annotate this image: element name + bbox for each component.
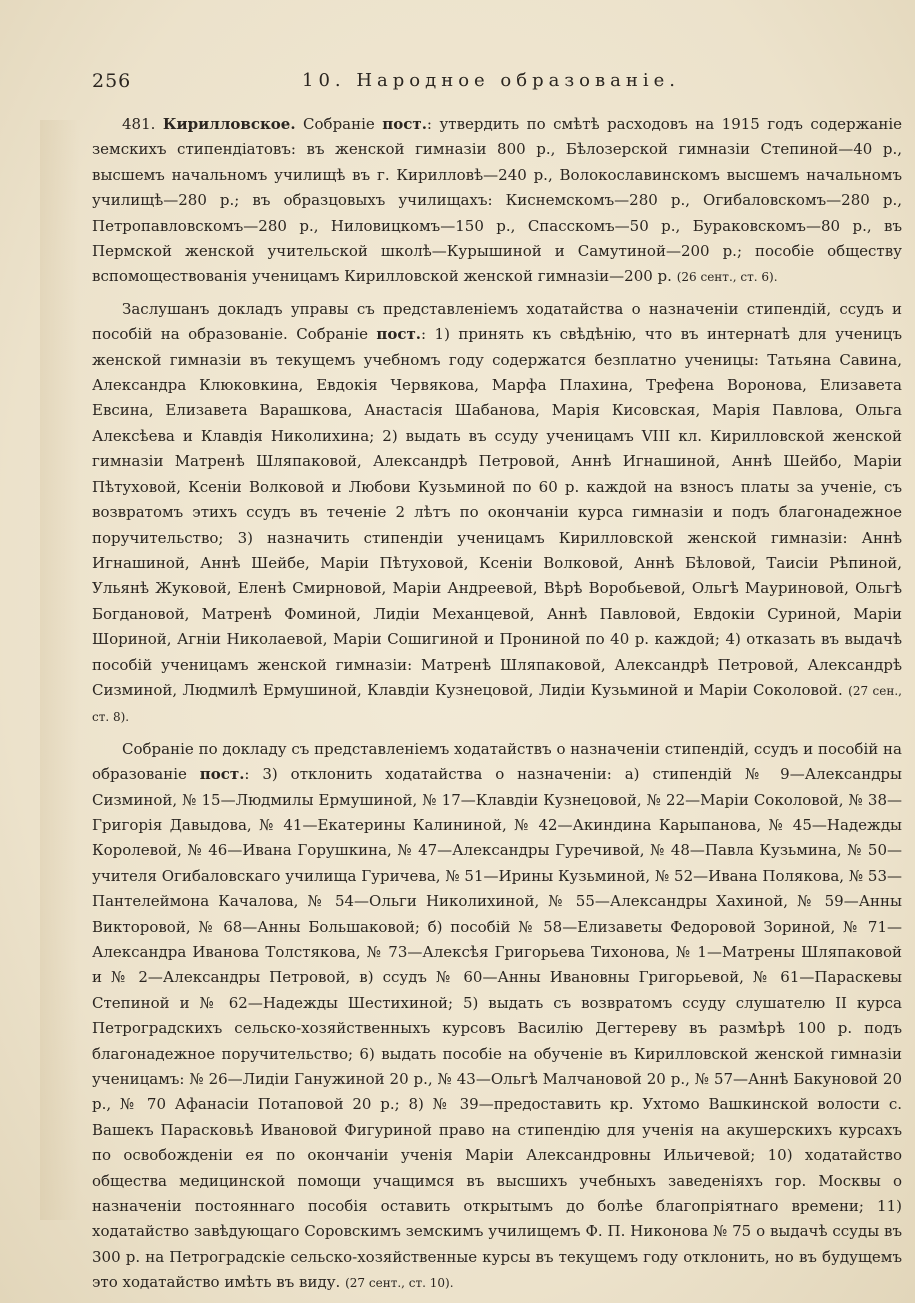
paragraph-text: : 3) отклонить ходатайства о назначеніи: а) стипендій № 9—Александры Сизминой, № 15—Людмилы Ермушиной, № 17—Клавдіи Кузнецовой, № 22—Маріи Соколовой, № 38—Григорія Давыдова, № 41—Екатерины Калининой, № 42—Акиндина Карыпанова, № 45—Надежды Королевой, № 46—Ивана Горушкина, № 47—Александры Гуречивой, № 48—Павла Кузьмина, № 50—учителя Огибаловскаго училища Гуричева, № 51—Ирины Кузьминой, № 52—Ивана Полякова, № 53—Пантелеймона Качалова, № 54—Ольги Николихиной, № 55—Александры Хахиной, № 59—Анны Викторовой, № 68—Анны Большаковой; б) пособій № 58—Елизаветы Федоровой Зориной, № 71—Александра Иванова Толстякова, № 73—Алексѣя Григорьева Тихонова, № 1—Матрены Шляпаковой и № 2—Александры Петровой, в) ссудъ № 60—Анны Ивановны Григорьевой, № 61—Параскевы Степиной и № 62—Надежды Шестихиной; 5) выдать съ возвратомъ ссуду слушателю II курса Петроградскихъ сельско-хозяйственныхъ курсовъ Василію Дегтереву въ размѣрѣ 100 р. подъ благонадежное поручительство; 6) выдать пособіе на обученіе въ Кирилловской женской гимназіи ученицамъ: № 26—Лидіи Ганужиной 20 р., № 43—Ольгѣ Малчановой 20 р., № 57—Аннѣ Бакуновой 20 р., № 70 Афанасіи Потаповой 20 р.; 8) № 39—предоставить кр. Ухтомо Вашкинской волости с. Вашекъ Парасковьѣ Ивановой Фигуриной право на стипендію для ученія на акушерскихъ курсахъ по освобожденіи ея по окончаніи ученія Маріи Александровны Ильичевой; 10) ходатайство общества медицинской помощи учащимся въ высшихъ учебныхъ заведеніяхъ гор. Москвы о назначеніи постояннаго пособія оставить открытымъ до болѣе благопріятнаго времени; 11) ходатайство завѣдующаго Соровскимъ земскимъ училищемъ Ф. П. Никонова № 75 о выдачѣ ссуды въ 300 р. на Петроградскіе сельско-хозяйственные курсы въ текущемъ году отклонить, но въ будущемъ это ходатайство имѣть въ виду. <box>92 765 902 1292</box>
paragraph-report <box>92 297 902 731</box>
paragraph-lead: 481. <box>122 115 156 133</box>
page-header <box>92 70 892 100</box>
session-reference: (26 сент., ст. 6). <box>676 270 778 285</box>
page-stain <box>40 120 80 1220</box>
session-reference: (27 сен., ст. 8). <box>92 683 902 725</box>
paragraph-text: : 1) принять къ свѣдѣнію, что въ интернатѣ для ученицъ женской гимназіи въ текущемъ учебномъ году содержатся безплатно ученицы: Татьяна Савина, Александра Клюковкина, Евдокія Червякова, Марфа Плахина, Трефена Воронова, Елизавета Евсина, Елизавета Варашкова, Анастасія Шабанова, Марія Кисовская, Марія Павлова, Ольга Алексѣева и Клавдія Николихина; 2) выдать въ ссуду ученицамъ VIII кл. Кирилловской женской гимназіи Матренѣ Шляпаковой, Александрѣ Петровой, Аннѣ Игнашиной, Аннѣ Шейбо, Маріи Пѣтуховой, Ксеніи Волковой и Любови Кузьминой по 60 р. каждой на взносъ платы за ученіе, съ возвратомъ этихъ ссудъ въ теченіе 2 лѣтъ по окончаніи курса гимназіи и подъ благонадежное поручительство; 3) назначить стипендіи ученицамъ Кирилловской женской гимназіи: Аннѣ Игнашиной, Аннѣ Шейбе, Маріи Пѣтуховой, Ксеніи Волковой, Аннѣ Бѣловой, Таисіи Рѣпиной, Ульянѣ Жуковой, Еленѣ Смирновой, Маріи Андреевой, Вѣрѣ Воробьевой, Ольгѣ Мауриновой, Ольгѣ Богдановой, Матренѣ Фоминой, Лидіи Механцевой, Аннѣ Павловой, Евдокіи Суриной, Маріи Шориной, Агніи Николаевой, Маріи Сошигиной и Прониной по 40 р. каждой; 4) отказать въ выдачѣ пособій ученицамъ женской гимназіи: Матренѣ Шляпаковой, Александрѣ Петровой, Александрѣ Сизминой, Людмилѣ Ермушиной, Клавдіи Кузнецовой, Лидіи Кузьминой и Маріи Соколовой. <box>92 325 902 699</box>
document-body <box>92 112 902 1303</box>
page-number: 256 <box>92 70 132 92</box>
paragraph-text: : утвердить по смѣтѣ расходовъ на 1915 годъ содержаніе земскихъ стипендіатовъ: въ женской гимназіи 800 р., Бѣлозерской гимназіи Степиной—40 р., высшемъ начальномъ училищѣ въ г. Кирилловѣ—240 р., Волокославинскомъ высшемъ начальномъ училищѣ—280 р.; въ образцовыхъ училищахъ: Киснемскомъ—280 р., Огибаловскомъ—280 р., Петропавловскомъ—280 р., Ниловицкомъ—150 р., Спасскомъ—50 р., Бураковскомъ—80 р., въ Пермской женской учительской школѣ—Курышиной и Самутиной—200 р.; пособіе обществу вспомоществованія ученицамъ Кирилловской женской гимназіи—200 р. <box>92 115 902 286</box>
paragraph-481 <box>92 112 902 291</box>
resolution-marker: пост. <box>199 765 245 784</box>
paragraph-text: Собраніе по докладу съ представленіемъ ходатайствъ о назначеніи стипендій, ссудъ и пособій на образованіе <box>92 739 902 784</box>
paragraph-text: Собраніе <box>295 115 383 133</box>
running-head: 10. Народное образованіе. <box>302 70 681 91</box>
paragraph-petitions <box>92 737 902 1297</box>
resolution-marker: пост. <box>382 115 427 133</box>
paragraph-text: Заслушанъ докладъ управы съ представленіемъ ходатайства о назначеніи стипендій, ссудъ и пособій на образованіе. Собраніе <box>92 299 902 344</box>
resolution-marker: пост. <box>376 325 422 344</box>
entry-title: Кирилловское. <box>162 115 296 133</box>
session-reference: (27 сент., ст. 10). <box>345 1276 454 1291</box>
